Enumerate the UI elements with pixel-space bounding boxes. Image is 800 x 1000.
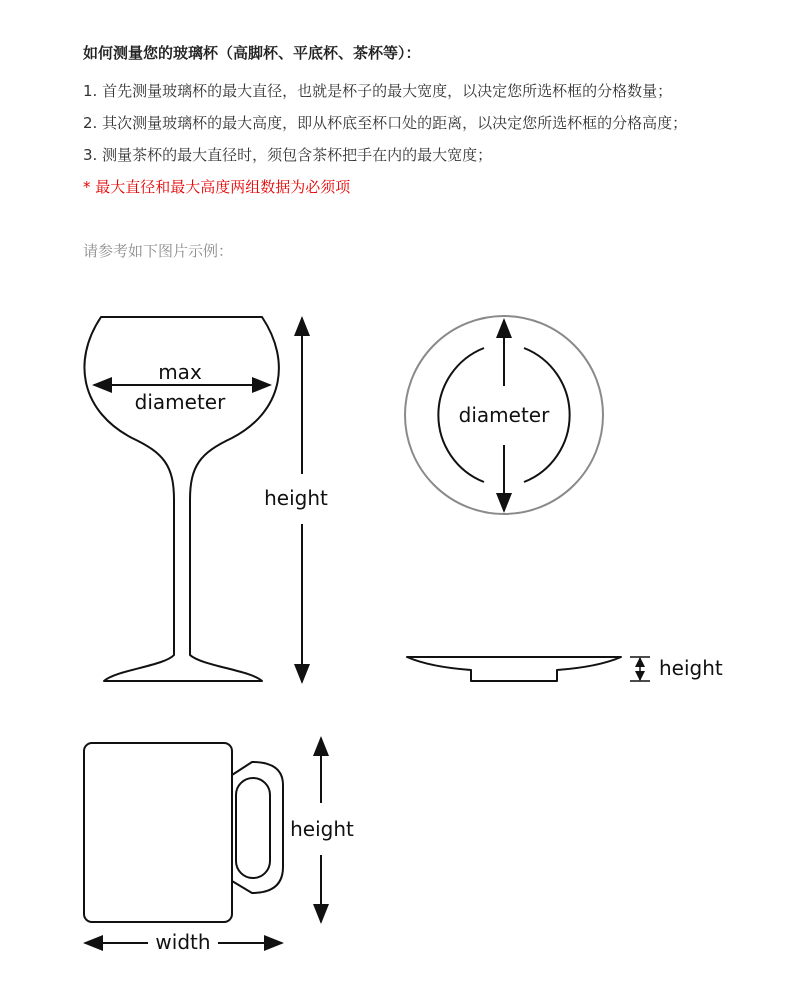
mug-width-label: width [155, 930, 211, 954]
wine-glass-figure [84, 317, 328, 682]
saucer-figure [407, 656, 723, 681]
required-note: * 最大直径和最大高度两组数据为必须项 [83, 178, 351, 196]
mug-handle-outer [232, 762, 283, 893]
mug-handle-inner [236, 778, 270, 878]
mug-figure [84, 738, 354, 954]
step-1-text: 1. 首先测量玻璃杯的最大直径，也就是杯子的最大宽度，以决定您所选杯框的分格数量； [83, 82, 673, 100]
reference-label: 请参考如下图片示例： [83, 242, 234, 260]
instructions-title: 如何测量您的玻璃杯（高脚杯、平底杯、茶杯等）： [83, 44, 421, 62]
mug-body [84, 743, 232, 922]
step-3-text: 3. 测量茶杯的最大直径时，须包含茶杯把手在内的最大宽度； [83, 146, 493, 164]
saucer-outline [407, 657, 621, 681]
mug-height-label: height [290, 817, 354, 841]
step-2-text: 2. 其次测量玻璃杯的最大高度，即从杯底至杯口处的距离，以决定您所选杯框的分格高度； [83, 114, 688, 132]
top-diameter-label: diameter [458, 403, 550, 427]
top-view-figure [405, 316, 603, 514]
saucer-height-label: height [659, 656, 723, 680]
wine-height-label: height [264, 486, 328, 510]
max-label: max [158, 360, 202, 384]
wine-diameter-label: diameter [134, 390, 226, 414]
